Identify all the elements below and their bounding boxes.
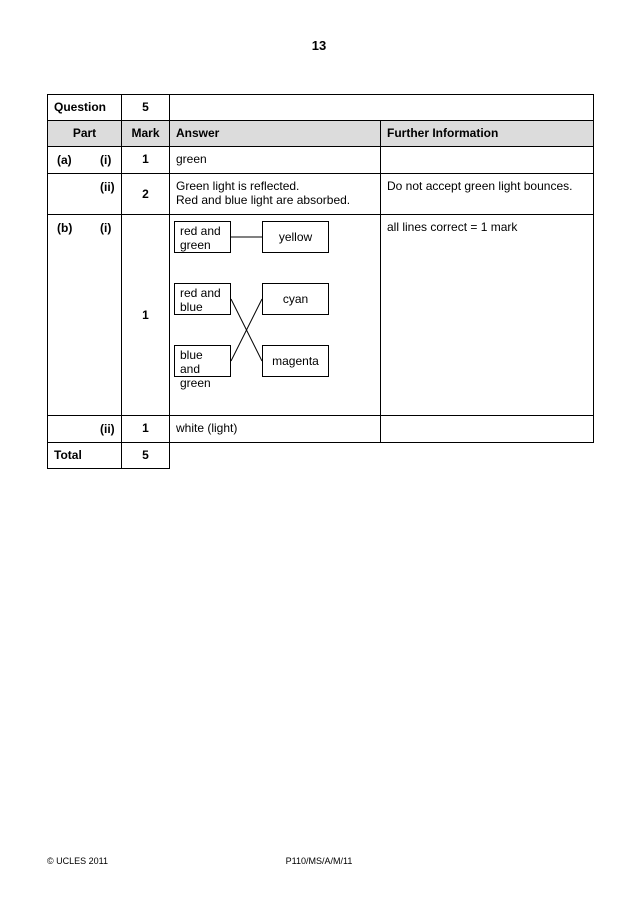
answer-cell [170,215,381,416]
total-blank-2 [381,443,594,469]
box-magenta: magenta [262,345,329,377]
mark-scheme-table [47,94,594,469]
box-yellow: yellow [262,221,329,253]
header-mark: Mark [122,121,170,147]
table-row [48,174,594,215]
box-text: blue [180,300,203,314]
answer-cell: green [170,147,381,174]
part-cell [48,416,122,443]
further-cell: Do not accept green light bounces. [381,174,594,215]
footer-copyright: © UCLES 2011 [47,856,108,866]
part-cell [48,215,122,416]
total-row [48,443,594,469]
box-text: green [180,376,211,390]
further-cell [381,416,594,443]
colour-matching-diagram [174,221,384,391]
box-cyan: cyan [262,283,329,315]
box-text: green [180,238,211,252]
table-row [48,416,594,443]
footer-code: P110/MS/A/M/11 [285,856,353,866]
box-blue-and-green [174,345,231,390]
total-blank [170,443,381,469]
mark-cell [122,215,170,416]
box-text: blue and [180,348,203,376]
table-row [48,147,594,174]
part-roman: (i) [100,221,112,235]
header-part: Part [48,121,122,147]
box-red-and-blue [174,283,231,315]
page-number: 13 [311,38,327,53]
answer-cell: white (light) [170,416,381,443]
mark-value: 1 [142,308,149,322]
mark-cell: 1 [122,416,170,443]
part-cell [48,174,122,215]
part-cell [48,147,122,174]
mark-cell [122,174,170,215]
mark-cell: 1 [122,147,170,174]
question-label: Question [48,95,122,121]
answer-cell [170,174,381,215]
question-number: 5 [122,95,170,121]
box-text: red and [180,286,221,300]
answer-line: Red and blue light are absorbed. [176,193,351,207]
part-letter: (a) [57,153,72,167]
part-roman: (i) [100,153,112,167]
box-text: red and [180,224,221,238]
mark-value: 2 [142,187,149,201]
header-further-information: Further Information [381,121,594,147]
part-roman: (ii) [100,422,115,436]
total-label: Total [48,443,122,469]
further-cell [381,147,594,174]
part-roman: (ii) [100,180,115,194]
total-mark: 5 [122,443,170,469]
box-red-and-green [174,221,231,253]
question-blank [170,95,381,121]
answer-line: Green light is reflected. [176,179,300,193]
question-blank-2 [381,95,594,121]
part-letter: (b) [57,221,73,235]
further-cell: all lines correct = 1 mark [381,215,594,416]
table-row [48,215,594,416]
header-answer: Answer [170,121,381,147]
